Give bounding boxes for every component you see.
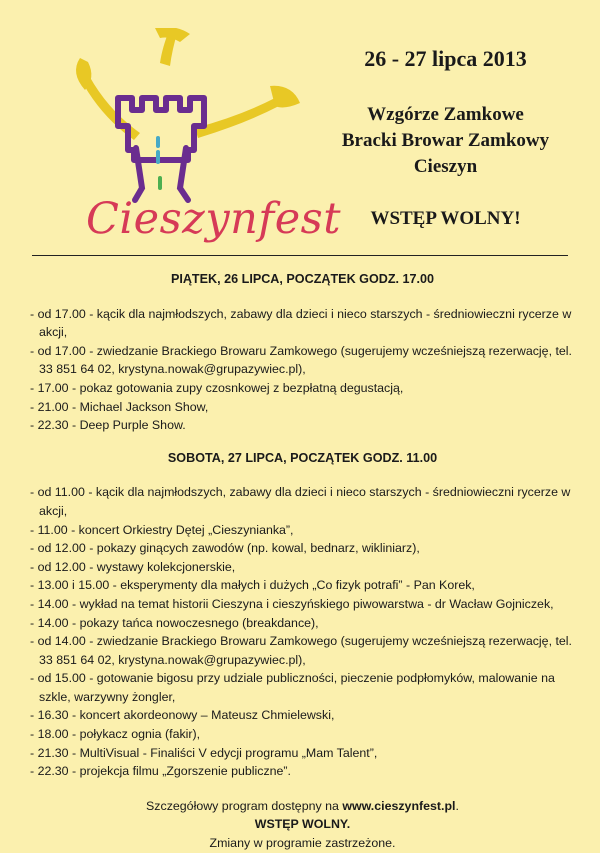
schedule-item: - 17.00 - pokaz gotowania zupy czosnkowej z bezpłatną degustacją, (30, 380, 404, 395)
friday-schedule (30, 305, 575, 435)
schedule-item: - od 12.00 - pokazy ginących zawodów (np. kowal, bednarz, wikliniarz), (30, 541, 420, 556)
changes-notice: Zmiany w programie zastrzeżone. (209, 836, 396, 851)
schedule-item: - 14.00 - wykład na temat historii Cieszyna i cieszyńskiego piwowarstwa - dr Wacław Gojniczek, (30, 596, 554, 611)
free-entry-notice: WSTĘP WOLNY! (370, 208, 521, 229)
event-venue (318, 102, 573, 180)
website-link[interactable]: www.cieszynfest.pl (342, 798, 456, 813)
saturday-schedule (30, 483, 575, 781)
program-info-suffix: . (455, 798, 459, 813)
schedule-item: - 13.00 i 15.00 - eksperymenty dla małych i dużych „Co fizyk potrafi” - Pan Korek, (30, 578, 475, 593)
schedule-item: - 21.30 - MultiVisual - Finaliści V edycji programu „Mam Talent”, (30, 745, 378, 760)
header-divider (32, 255, 568, 256)
program-info-prefix: Szczegółowy program dostępny na (146, 798, 343, 813)
venue-line-1: Wzgórze Zamkowe (367, 104, 524, 125)
cieszynfest-logo (30, 28, 342, 244)
schedule-item: - od 17.00 - kącik dla najmłodszych, zabawy dla dzieci i nieco starszych - średniowieczni rycerze w akcji, (30, 306, 572, 340)
program-info (30, 797, 575, 816)
schedule-item: - od 15.00 - gotowanie bigosu przy udziale publiczności, pieczenie podpłomyków, malowanie na szkle, warzywny żongler, (30, 671, 555, 704)
schedule-item: - 16.30 - koncert akordeonowy – Mateusz Chmielewski, (30, 708, 335, 723)
schedule-item: - od 14.00 - zwiedzanie Brackiego Browaru Zamkowego (sugerujemy wcześniejszą rezerwację, tel. 33 851 64 02, krystyna.nowak@grupazywiec.pl), (30, 634, 572, 667)
schedule-item: - 21.00 - Michael Jackson Show, (30, 399, 209, 414)
footer-free-entry: WSTĘP WOLNY. (254, 817, 351, 832)
venue-line-3: Cieszyn (413, 156, 478, 177)
schedule-item: - od 12.00 - wystawy kolekcjonerskie, (30, 559, 236, 574)
venue-line-2: Bracki Browar Zamkowy (341, 130, 550, 151)
footer (30, 797, 575, 853)
saturday-title: SOBOTA, 27 LIPCA, POCZĄTEK GODZ. 11.00 (167, 450, 438, 465)
logo-wordmark: Cieszynfest (86, 194, 342, 244)
schedule-item: - 22.30 - projekcja filmu „Zgorszenie publiczne”. (30, 764, 292, 779)
friday-title: PIĄTEK, 26 LIPCA, POCZĄTEK GODZ. 17.00 (170, 272, 435, 286)
event-header (318, 46, 573, 232)
program-content (30, 270, 575, 853)
schedule-item: - 14.00 - pokazy tańca nowoczesnego (breakdance), (30, 615, 319, 630)
schedule-item: - 18.00 - połykacz ognia (fakir), (30, 727, 201, 742)
schedule-item: - 11.00 - koncert Orkiestry Dętej „Cieszynianka”, (30, 522, 294, 537)
schedule-item: - od 17.00 - zwiedzanie Brackiego Browaru Zamkowego (sugerujemy wcześniejszą rezerwację, tel. 33 851 64 02, krystyna.nowak@grupazywiec.pl), (30, 343, 572, 377)
schedule-item: - 22.30 - Deep Purple Show. (30, 418, 186, 433)
event-date: 26 - 27 lipca 2013 (364, 46, 527, 71)
schedule-item: - od 11.00 - kącik dla najmłodszych, zabawy dla dzieci i nieco starszych - średniowieczni rycerze w akcji, (30, 485, 571, 518)
